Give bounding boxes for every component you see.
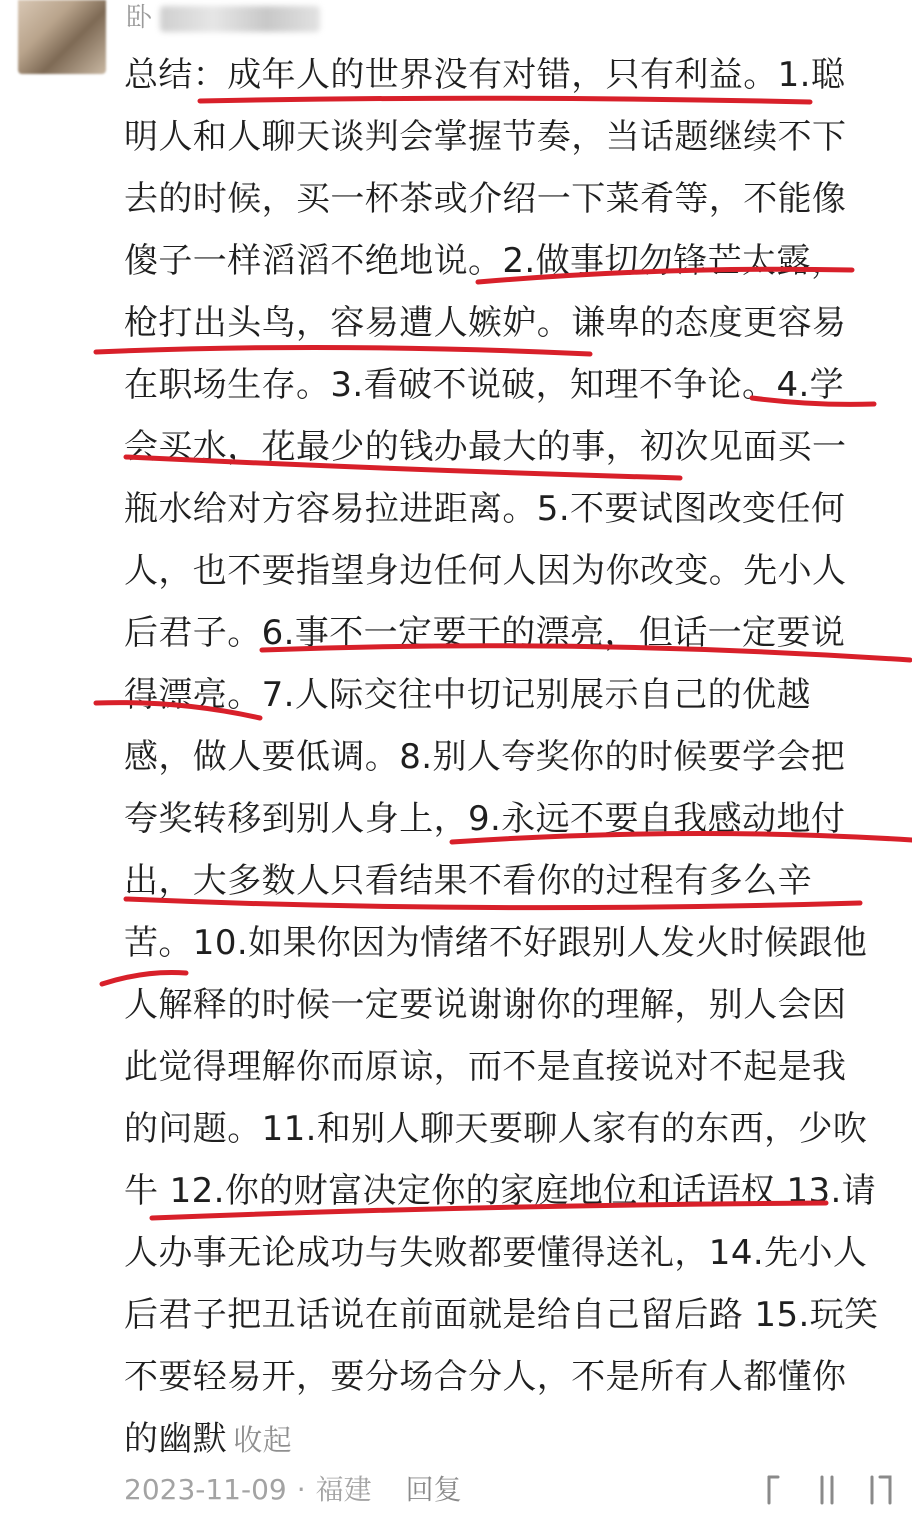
comment-line: 傻子一样滔滔不绝地说。2.做事切勿锋芒太露， (124, 241, 846, 281)
comment-line: 人办事无论成功与失败都要懂得送礼，14.先小人 (124, 1233, 868, 1273)
comment-line: 的问题。11.和别人聊天要聊人家有的东西，少吹 (124, 1109, 868, 1149)
username-blurred (160, 6, 320, 32)
comment-line: 感，做人要低调。8.别人夸奖你的时候要学会把 (124, 737, 846, 777)
comment-line: 枪打出头鸟，容易遭人嫉妒。谦卑的态度更容易 (124, 303, 847, 343)
comment-line: 明人和人聊天谈判会掌握节奏，当话题继续不下 (124, 117, 847, 157)
share-icon[interactable] (762, 1473, 792, 1507)
thumbs-down-icon[interactable] (814, 1473, 844, 1507)
comment-body (124, 44, 884, 1470)
comment-location: 福建 (315, 1473, 372, 1506)
username-prefix: 卧 (126, 3, 153, 33)
comment-line: 不要轻易开，要分场合分人，不是所有人都懂你 (124, 1357, 847, 1397)
comment-last-line (124, 1408, 884, 1470)
comment-line: 会买水，花最少的钱办最大的事，初次见面买一 (124, 427, 847, 467)
reply-button[interactable]: 回复 (405, 1473, 462, 1506)
comment-line: 后君子。6.事不一定要干的漂亮，但话一定要说 (124, 613, 846, 653)
comment-line: 人，也不要指望身边任何人因为你改变。先小人 (124, 551, 847, 591)
comment-line-text: 的幽默 (124, 1419, 228, 1459)
thumbs-up-icon[interactable] (866, 1473, 896, 1507)
username[interactable] (126, 0, 346, 36)
comment-line: 夸奖转移到别人身上，9.永远不要自我感动地付 (124, 799, 846, 839)
separator-dot: · (296, 1473, 306, 1506)
comment-line: 牛 12.你的财富决定你的家庭地位和话语权 13.请 (124, 1171, 877, 1211)
comment-line: 在职场生存。3.看破不说破，知理不争论。4.学 (124, 365, 845, 405)
comment-actions (762, 1472, 896, 1508)
comment-line: 总结：成年人的世界没有对错，只有利益。1.聪 (124, 55, 846, 95)
comment-line: 苦。10.如果你因为情绪不好跟别人发火时候跟他 (124, 923, 868, 963)
avatar[interactable] (18, 0, 106, 74)
comment-line: 去的时候，买一杯茶或介绍一下菜肴等，不能像 (124, 179, 847, 219)
comment-line: 瓶水给对方容易拉进距离。5.不要试图改变任何 (124, 489, 846, 529)
comment-footer (124, 1468, 904, 1512)
comment-line: 此觉得理解你而原谅，而不是直接说对不起是我 (124, 1047, 847, 1087)
comment-date: 2023-11-09 (124, 1473, 287, 1506)
comment-line: 得漂亮。7.人际交往中切记别展示自己的优越 (124, 675, 811, 715)
comment-line: 出，大多数人只看结果不看你的过程有多么辛 (124, 861, 812, 901)
comment-line: 人解释的时候一定要说谢谢你的理解，别人会因 (124, 985, 847, 1025)
comment-line: 后君子把丑话说在前面就是给自己留后路 15.玩笑 (124, 1295, 879, 1335)
collapse-button[interactable]: 收起 (233, 1423, 293, 1457)
